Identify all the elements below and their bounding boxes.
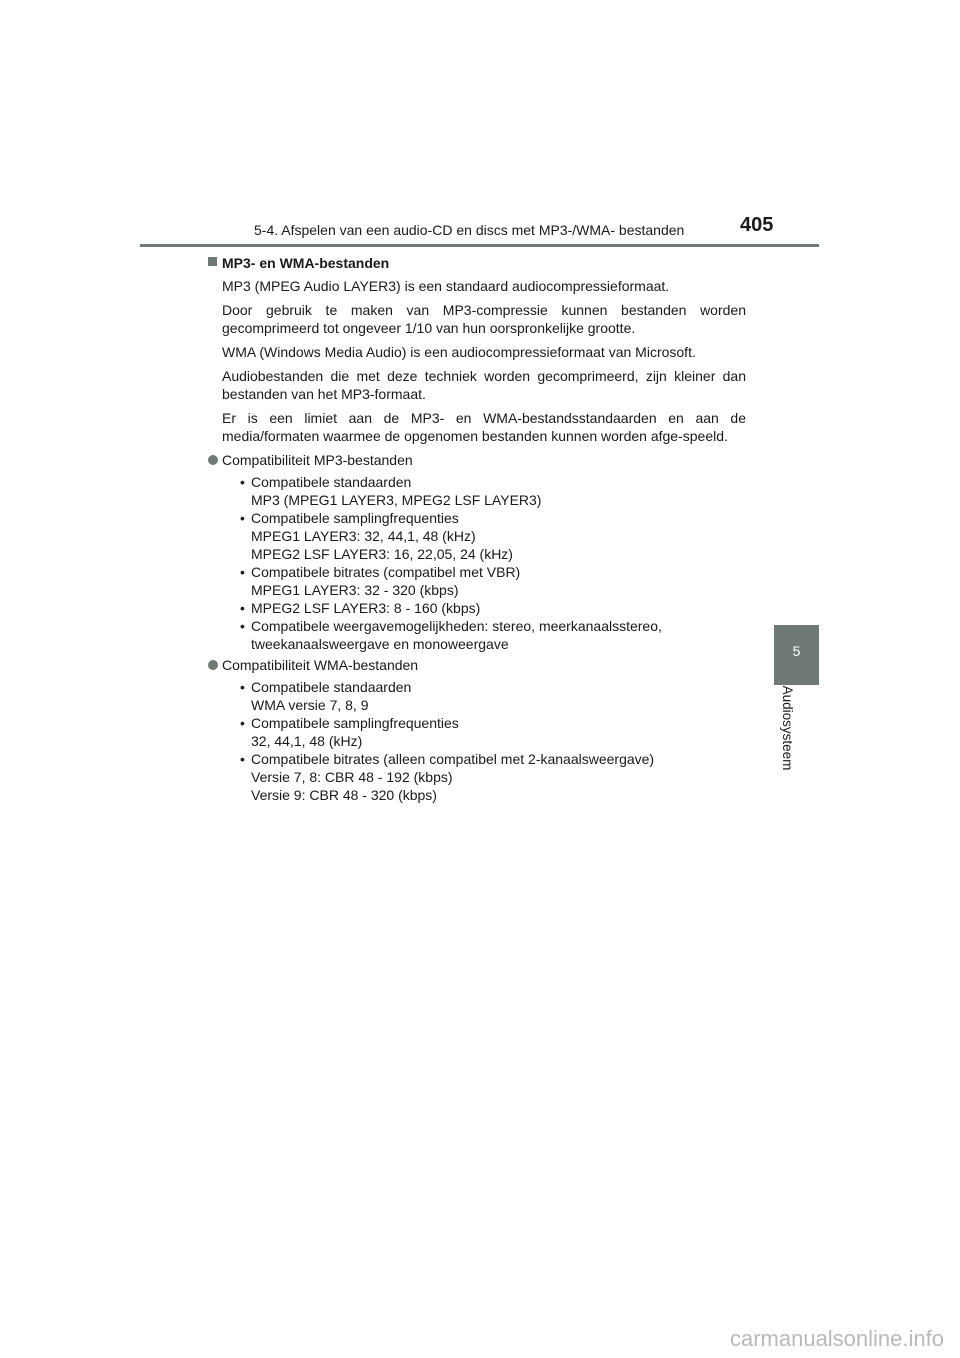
section-heading-text: MP3- en WMA-bestanden <box>222 255 390 271</box>
bullet-dot-icon: • <box>240 474 245 490</box>
list-item-detail: 32, 44,1, 48 (kHz) <box>251 733 363 749</box>
list-item-detail: MPEG2 LSF LAYER3: 16, 22,05, 24 (kHz) <box>251 546 513 562</box>
mp3-compat-heading <box>208 451 746 469</box>
square-bullet-icon <box>208 257 217 266</box>
wma-compat-list <box>208 678 746 804</box>
list-item <box>240 750 746 804</box>
circle-bullet-icon <box>208 660 218 670</box>
mp3-compat-list <box>208 473 746 653</box>
list-item-detail: MPEG1 LAYER3: 32, 44,1, 48 (kHz) <box>251 528 476 544</box>
watermark: carmanualsonline.info <box>729 1326 944 1351</box>
circle-bullet-icon <box>208 455 218 465</box>
list-item <box>240 714 746 750</box>
bullet-dot-icon: • <box>240 715 245 731</box>
list-item <box>240 473 746 509</box>
paragraph: WMA (Windows Media Audio) is een audiocompressieformaat van Microsoft. <box>222 344 696 360</box>
bullet-dot-icon: • <box>240 618 245 634</box>
mp3-compat-title: Compatibiliteit MP3-bestanden <box>222 452 413 468</box>
bullet-dot-icon: • <box>240 510 245 526</box>
list-item-label: Compatibele samplingfrequenties <box>251 510 459 526</box>
wma-compat-title: Compatibiliteit WMA-bestanden <box>222 657 419 673</box>
list-item-label: Compatibele standaarden <box>251 474 412 490</box>
list-item-detail: MP3 (MPEG1 LAYER3, MPEG2 LSF LAYER3) <box>251 492 542 508</box>
list-item <box>240 599 746 617</box>
bullet-dot-icon: • <box>240 751 245 767</box>
list-item <box>240 678 746 714</box>
list-item-label: Compatibele bitrates (compatibel met VBR) <box>251 564 521 580</box>
list-item-label: Compatibele weergavemogelijkheden: stereo, meerkanaalsstereo, <box>251 618 662 634</box>
list-item-label: Compatibele bitrates (alleen compatibel met 2-kanaalsweergave) <box>251 751 655 767</box>
list-item <box>240 509 746 563</box>
bullet-dot-icon: • <box>240 600 245 616</box>
chapter-label: Audiosysteem <box>780 685 795 771</box>
main-content <box>208 254 746 807</box>
list-item <box>240 617 746 653</box>
list-item-detail: tweekanaalsweergave en monoweergave <box>251 636 509 652</box>
page-number: 405 <box>740 214 774 236</box>
paragraph: MP3 (MPEG Audio LAYER3) is een standaard audiocompressieformaat. <box>222 278 670 294</box>
bullet-dot-icon: • <box>240 564 245 580</box>
chapter-number: 5 <box>792 643 801 659</box>
paragraph: Audiobestanden die met deze techniek worden gecomprimeerd, zijn kleiner dan bestanden van het MP3-formaat. <box>222 368 746 402</box>
bullet-dot-icon: • <box>240 679 245 695</box>
list-item-detail: WMA versie 7, 8, 9 <box>251 697 369 713</box>
list-item <box>240 563 746 599</box>
chapter-tab <box>774 625 819 685</box>
list-item-detail: Versie 9: CBR 48 - 320 (kbps) <box>251 787 437 803</box>
paragraph: Door gebruik te maken van MP3-compressie kunnen bestanden worden gecomprimeerd tot ongeveer 1/10 van hun oorspronkelijke grootte. <box>222 302 746 336</box>
wma-compat-heading <box>208 656 746 674</box>
header-section-title: 5-4. Afspelen van een audio-CD en discs met MP3-/WMA- bestanden <box>254 222 685 238</box>
list-item-label: MPEG2 LSF LAYER3: 8 - 160 (kbps) <box>251 600 481 616</box>
list-item-label: Compatibele samplingfrequenties <box>251 715 459 731</box>
section-heading <box>208 254 746 272</box>
header-rule <box>140 244 819 247</box>
list-item-label: Compatibele standaarden <box>251 679 412 695</box>
list-item-detail: Versie 7, 8: CBR 48 - 192 (kbps) <box>251 769 453 785</box>
paragraph: Er is een limiet aan de MP3- en WMA-bestandsstandaarden en aan de media/formaten waarmee de opgenomen bestanden kunnen worden afge-speeld. <box>222 410 746 444</box>
list-item-detail: MPEG1 LAYER3: 32 - 320 (kbps) <box>251 582 459 598</box>
